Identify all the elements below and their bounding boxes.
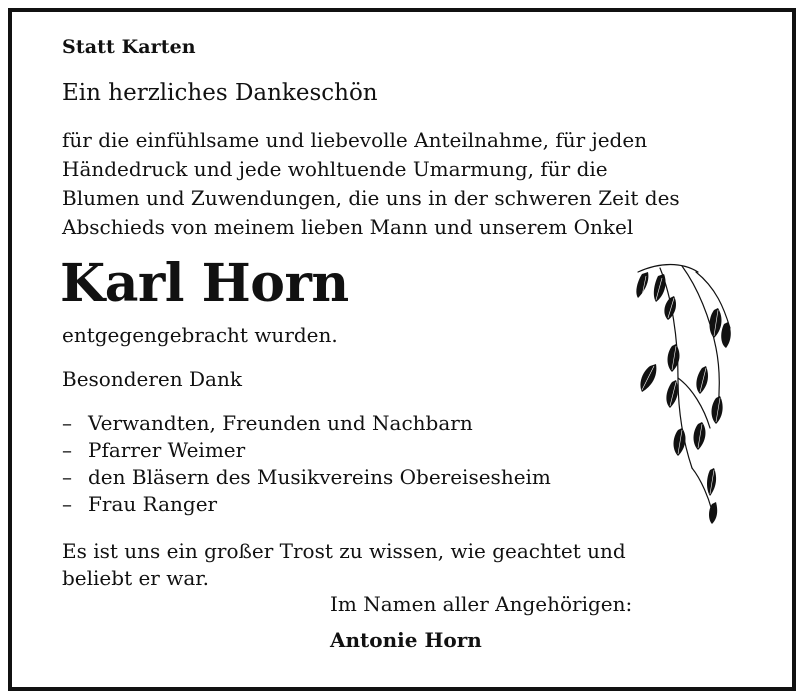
intro-paragraph <box>62 126 752 242</box>
hanging-leaves-icon <box>620 258 740 528</box>
list-item-text: Verwandten, Freunden und Nachbarn <box>88 411 473 435</box>
after-name-text: entgegengebracht wurden. <box>62 323 338 347</box>
special-thanks-label: Besonderen Dank <box>62 367 242 391</box>
intro-line: für die einfühlsame und liebevolle Anteilnahme, für jeden <box>62 128 648 152</box>
intro-line: Blumen und Zuwendungen, die uns in der schweren Zeit des <box>62 186 680 210</box>
deceased-name: Karl Horn <box>60 253 349 314</box>
list-item-text: Pfarrer Weimer <box>88 438 246 462</box>
list-item <box>62 464 551 491</box>
dash-bullet: – <box>62 411 72 435</box>
closing-paragraph <box>62 538 626 592</box>
list-item <box>62 410 551 437</box>
list-item <box>62 491 551 518</box>
thanks-list <box>62 410 551 518</box>
closing-line: Es ist uns ein großer Trost zu wissen, wie geachtet und <box>62 539 626 563</box>
closing-line: beliebt er war. <box>62 566 209 590</box>
notice-header: Statt Karten <box>62 36 196 58</box>
list-item <box>62 437 551 464</box>
dash-bullet: – <box>62 465 72 489</box>
dash-bullet: – <box>62 492 72 516</box>
intro-line: Abschieds von meinem lieben Mann und unserem Onkel <box>62 215 634 239</box>
signature-name: Antonie Horn <box>330 628 482 652</box>
list-item-text: Frau Ranger <box>88 492 218 516</box>
signoff-text: Im Namen aller Angehörigen: <box>330 592 633 616</box>
intro-line: Händedruck und jede wohltuende Umarmung, für die <box>62 157 608 181</box>
notice-subtitle: Ein herzliches Dankeschön <box>62 80 378 106</box>
dash-bullet: – <box>62 438 72 462</box>
list-item-text: den Bläsern des Musikvereins Obereisesheim <box>88 465 551 489</box>
